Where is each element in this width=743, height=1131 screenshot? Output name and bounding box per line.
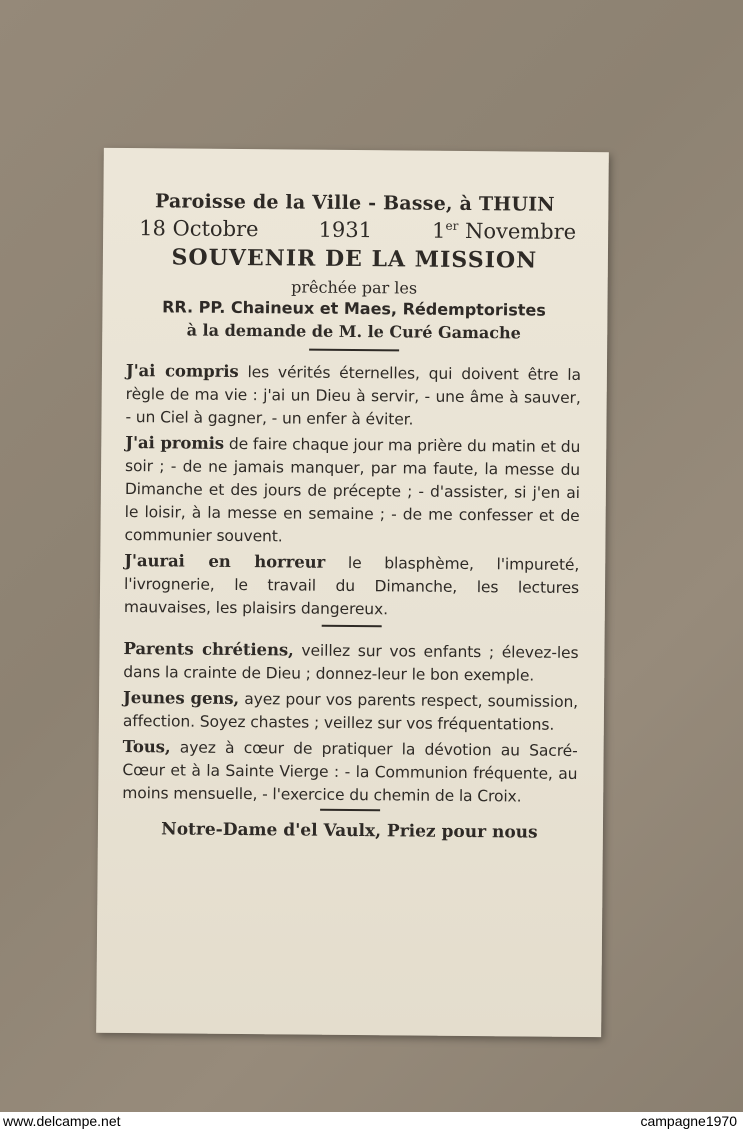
paragraph-jeunes: Jeunes gens, ayez pour vos parents respect, soumission, affection. Soyez chastes ; veillez sur vos fréquentations. (122, 688, 579, 734)
card-footer-prayer: Notre-Dame d'el Vaulx, Priez pour nous (161, 819, 538, 843)
date-start: 18 Octobre (139, 216, 259, 242)
date-end: 1er Novembre (432, 218, 577, 244)
holy-card (96, 148, 609, 1037)
preached-by: prêchée par les (291, 277, 418, 298)
mission-dates (139, 216, 576, 244)
divider-middle (321, 625, 381, 628)
paragraph-compris: J'ai compris les vérités éternelles, qui doivent être la règle de ma vie : j'ai un Dieu à servir, - une âme à sauver, - un Ciel à gagner, - un enfer à éviter. (125, 361, 581, 429)
watermark-site: www.delcampe.net (3, 1113, 121, 1129)
preachers: RR. PP. Chaineux et Maes, Rédemptoristes (162, 297, 546, 320)
parish-heading: Paroisse de la Ville - Basse, à THUIN (154, 190, 555, 216)
request-line: à la demande de M. le Curé Gamache (186, 320, 521, 343)
watermark-seller: campagne1970 (640, 1113, 737, 1129)
paragraph-horreur: J'aurai en horreur le blasphème, l'impureté, l'ivrognerie, le travail du Dimanche, les lectures mauvaises, les plaisirs dangereux. (123, 551, 580, 619)
divider-top (309, 349, 399, 352)
divider-bottom (320, 809, 380, 812)
paragraph-promis: J'ai promis de faire chaque jour ma prière du matin et du soir ; - de ne jamais manquer, par ma faute, la messe du Dimanche et des jours de précepte ; - d'assister, si j'en ai le loisir, à la messe en semaine ; - de me confesser et de communier souvent. (124, 433, 581, 546)
card-title: SOUVENIR DE LA MISSION (171, 244, 538, 274)
paragraph-parents: Parents chrétiens, veillez sur vos enfants ; élevez-les dans la crainte de Dieu ; donnez-leur le bon exemple. (123, 639, 579, 685)
paragraph-tous: Tous, ayez à cœur de pratiquer la dévotion au Sacré-Cœur et à la Sainte Vierge : - la Communion fréquente, au moins mensuelle, - l'exercice du chemin de la Croix. (122, 737, 578, 806)
date-year: 1931 (318, 217, 373, 243)
